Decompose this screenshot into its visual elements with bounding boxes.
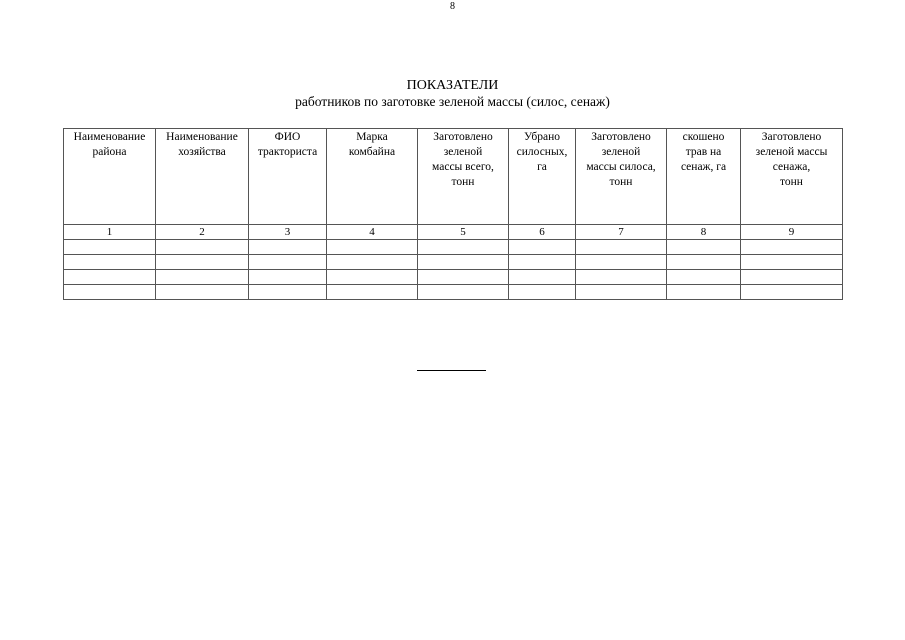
empty-rows [64,240,843,300]
page-number: 8 [450,1,455,12]
indicators-table [63,128,843,300]
header-cell-silage-harvested-area: Убрано силосных, га [509,129,576,225]
column-number: 9 [741,225,843,240]
table-cell [156,255,249,270]
table-row [64,240,843,255]
table-cell [249,285,327,300]
table-cell [576,270,667,285]
table-cell [249,270,327,285]
table-cell [741,255,843,270]
table-cell [156,270,249,285]
table-cell [249,255,327,270]
table-cell [327,270,418,285]
table-cell [509,270,576,285]
column-number: 7 [576,225,667,240]
table-cell [418,270,509,285]
table-cell [667,240,741,255]
table-cell [741,240,843,255]
table-cell [156,285,249,300]
header-cell-tractor-driver: ФИО тракториста [249,129,327,225]
header-row [64,129,843,225]
header-cell-haylage-mowed-area: скошено трав на сенаж, га [667,129,741,225]
table-cell [509,285,576,300]
header-cell-haylage-mass: Заготовлено зеленой массы сенажа, тонн [741,129,843,225]
table-row [64,285,843,300]
column-number: 3 [249,225,327,240]
table-cell [576,255,667,270]
column-number: 8 [667,225,741,240]
table-cell [576,285,667,300]
title-block [0,77,905,110]
table-cell [576,240,667,255]
table-row [64,270,843,285]
table-cell [741,285,843,300]
table-cell [64,255,156,270]
table-cell [509,240,576,255]
document-subtitle: работников по заготовке зеленой массы (силос, сенаж) [295,94,610,109]
table-cell [741,270,843,285]
header-cell-farm: Наименование хозяйства [156,129,249,225]
column-number: 4 [327,225,418,240]
table-cell [418,255,509,270]
header-cell-harvester-model: Марка комбайна [327,129,418,225]
column-number: 6 [509,225,576,240]
document-title: ПОКАЗАТЕЛИ [406,78,499,93]
column-number: 2 [156,225,249,240]
table-cell [667,285,741,300]
table-cell [327,240,418,255]
table-cell [667,270,741,285]
table-cell [64,240,156,255]
table-cell [64,285,156,300]
column-number: 5 [418,225,509,240]
column-number: 1 [64,225,156,240]
footer-divider [417,370,486,371]
table-cell [249,240,327,255]
table-cell [509,255,576,270]
table-cell [156,240,249,255]
header-cell-silage-mass: Заготовлено зеленой массы силоса, тонн [576,129,667,225]
table-row [64,255,843,270]
table-cell [327,285,418,300]
header-cell-green-mass-total: Заготовлено зеленой массы всего, тонн [418,129,509,225]
header-cell-district: Наименование района [64,129,156,225]
table-cell [64,270,156,285]
table-cell [418,240,509,255]
table-cell [667,255,741,270]
table-cell [418,285,509,300]
table-cell [327,255,418,270]
column-number-row [64,225,843,240]
